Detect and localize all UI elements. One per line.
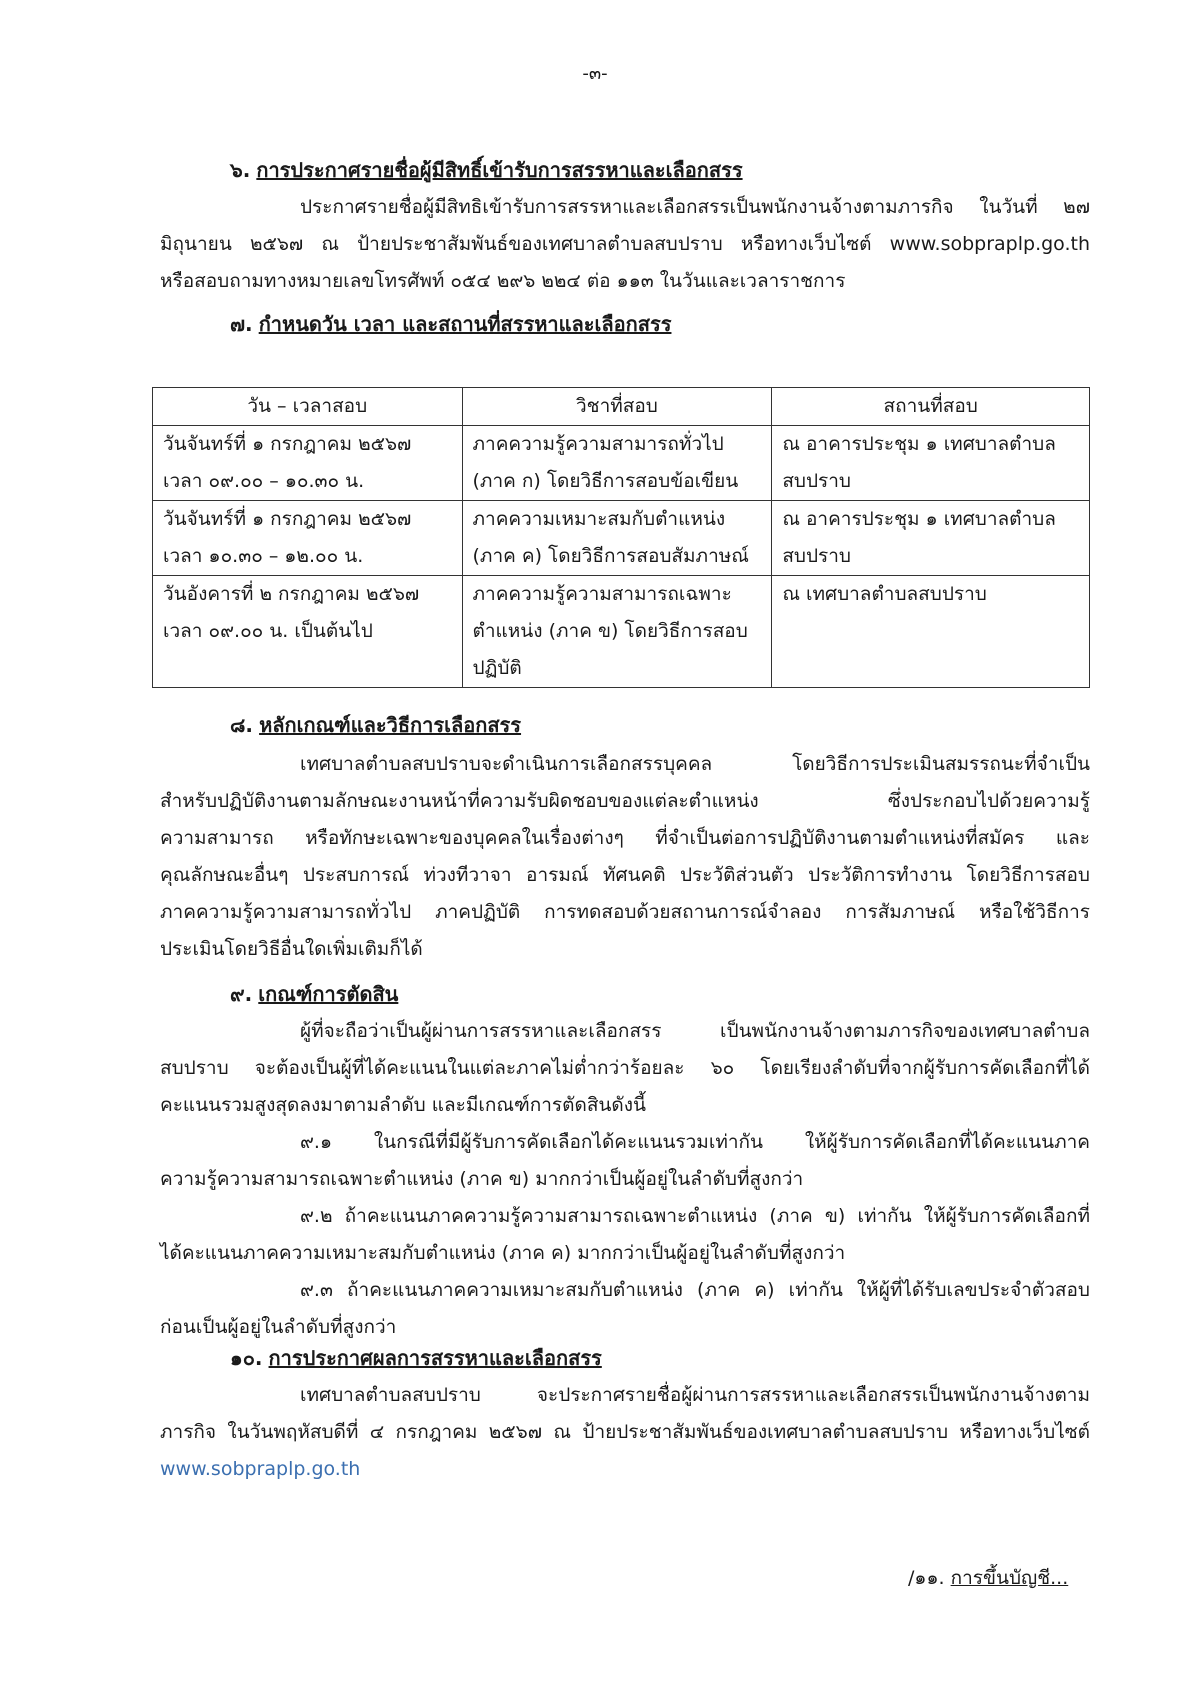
criterion-9-3: ๙.๓ ถ้าคะแนนภาคความเหมาะสมกับตำแหน่ง (ภาค ค) เท่ากัน ให้ผู้ที่ได้รับเลขประจำตัวสอบ (300, 1279, 1090, 1301)
table-header-row (153, 388, 1090, 426)
place-cell: ณ อาคารประชุม ๑ เทศบาลตำบล สบปราบ (772, 426, 1090, 501)
place-cell: ณ เทศบาลตำบลสบปราบ (772, 576, 1090, 688)
place-cell: ณ อาคารประชุม ๑ เทศบาลตำบล สบปราบ (772, 501, 1090, 576)
date-cell: วันจันทร์ที่ ๑ กรกฎาคม ๒๕๖๗ เวลา ๐๙.๐๐ – ๑๐.๓๐ น. (153, 426, 463, 501)
table-row (153, 576, 1090, 688)
page-number: -๓- (582, 63, 608, 84)
section-6-heading: ๖. การประกาศรายชื่อผู้มีสิทธิ์เข้ารับการสรรหาและเลือกสรร (230, 158, 743, 182)
criterion-9-1: ๙.๑ ในกรณีที่มีผู้รับการคัดเลือกได้คะแนนรวมเท่ากัน ให้ผู้รับการคัดเลือกที่ได้คะแนนภาค (300, 1131, 1090, 1153)
table-row (153, 426, 1090, 501)
section-9-body: ผู้ที่จะถือว่าเป็นผู้ผ่านการสรรหาและเลือกสรร เป็นพนักงานจ้างตามภารกิจของเทศบาลตำบล สบปราบ จะต้องเป็นผู้ที่ได้คะแนนในแต่ละภาคไม่ต่ำกว่าร้อยละ ๖๐ โดยเรียงลำดับที่จากผู้รับการคัดเลือกที่ได้ คะแนนรวมสูงสุดลงมาตามลำดับ และมีเกณฑ์การตัดสินดังนี้ ๙.๑ ในกรณีที่มีผู้รับการคัดเลือกได้คะแนนรวมเท่ากัน ให้ผู้รับการคัดเลือกที่ได้คะแนนภาค ความรู้ความสามารถเฉพาะตำแหน่ง (ภาค ข) มากกว่าเป็นผู้อยู่ในลำดับที่สูงกว่า ๙.๒ ถ้าคะแนนภาคความรู้ความสามารถเฉพาะตำแหน่ง (ภาค ข) เท่ากัน ให้ผู้รับการคัดเลือกที่ ได้คะแนนภาคความเหมาะสมกับตำแหน่ง (ภาค ค) มากกว่าเป็นผู้อยู่ในลำดับที่สูงกว่า ๙.๓ ถ้าคะแนนภาคความเหมาะสมกับตำแหน่ง (ภาค ค) เท่ากัน ให้ผู้ที่ได้รับเลขประจำตัวสอบ ก่อนเป็นผู้อยู่ในลำดับที่สูงกว่า (160, 1020, 1090, 1338)
continuation-footer: /๑๑. การขึ้นบัญชี... (908, 1567, 1069, 1589)
section-6-body: ประกาศรายชื่อผู้มีสิทธิเข้ารับการสรรหาและเลือกสรรเป็นพนักงานจ้างตามภารกิจ ในวันที่ ๒๗ มิถุนายน ๒๕๖๗ ณ ป้ายประชาสัมพันธ์ของเทศบาลตำบลสบปราบ หรือทางเว็บไซต์ www.sobpraplp.go.th หรือสอบถามทางหมายเลขโทรศัพท์ ๐๕๔ ๒๙๖ ๒๒๔ ต่อ ๑๑๓ ในวันและเวลาราชการ (160, 196, 1090, 292)
section-8-body: เทศบาลตำบลสบปราบจะดำเนินการเลือกสรรบุคคล โดยวิธีการประเมินสมรรถนะที่จำเป็น สำหรับปฏิบัติงานตามลักษณะงานหน้าที่ความรับผิดชอบของแต่ละตำแหน่ง ซึ่งประกอบไปด้วยความรู้ ความสามารถ หรือทักษะเฉพาะของบุคคลในเรื่องต่างๆ ที่จำเป็นต่อการปฏิบัติงานตามตำแหน่งที่สมัคร และ คุณลักษณะอื่นๆ ประสบการณ์ ท่วงทีวาจา อารมณ์ ทัศนคติ ประวัติส่วนตัว ประวัติการทำงาน โดยวิธีการสอบ ภาคความรู้ความสามารถทั่วไป ภาคปฏิบัติ การทดสอบด้วยสถานการณ์จำลอง การสัมภาษณ์ หรือใช้วิธีการ ประเมินโดยวิธีอื่นใดเพิ่มเติมก็ได้ (160, 753, 1090, 960)
date-cell: วันจันทร์ที่ ๑ กรกฎาคม ๒๕๖๗ เวลา ๑๐.๓๐ – ๑๒.๐๐ น. (153, 501, 463, 576)
subject-cell: ภาคความเหมาะสมกับตำแหน่ง (ภาค ค) โดยวิธีการสอบสัมภาษณ์ (462, 501, 772, 576)
section-7-heading: ๗. กำหนดวัน เวลา และสถานที่สรรหาและเลือกสรร (230, 312, 672, 336)
date-cell: วันอังคารที่ ๒ กรกฎาคม ๒๕๖๗ เวลา ๐๙.๐๐ น. เป็นต้นไป (153, 576, 463, 688)
exam-schedule-table (152, 387, 1090, 688)
subject-cell: ภาคความรู้ความสามารถเฉพาะ ตำแหน่ง (ภาค ข) โดยวิธีการสอบ ปฏิบัติ (462, 576, 772, 688)
column-header: วิชาที่สอบ (462, 388, 772, 426)
subject-cell: ภาคความรู้ความสามารถทั่วไป (ภาค ก) โดยวิธีการสอบข้อเขียน (462, 426, 772, 501)
website-link[interactable]: www.sobpraplp.go.th (160, 1458, 361, 1480)
section-9-heading: ๙. เกณฑ์การตัดสิน (230, 982, 399, 1006)
section-8-heading: ๘. หลักเกณฑ์และวิธีการเลือกสรร (230, 713, 522, 737)
criterion-9-2: ๙.๒ ถ้าคะแนนภาคความรู้ความสามารถเฉพาะตำแหน่ง (ภาค ข) เท่ากัน ให้ผู้รับการคัดเลือกที่ (300, 1205, 1090, 1227)
column-header: วัน – เวลาสอบ (153, 388, 463, 426)
table-row (153, 501, 1090, 576)
section-10-body: เทศบาลตำบลสบปราบ จะประกาศรายชื่อผู้ผ่านการสรรหาและเลือกสรรเป็นพนักงานจ้างตาม ภารกิจ ในวันพฤหัสบดีที่ ๔ กรกฎาคม ๒๕๖๗ ณ ป้ายประชาสัมพันธ์ของเทศบาลตำบลสบปราบ หรือทางเว็บไซต์ www.sobpraplp.go.th (160, 1384, 1090, 1480)
column-header: สถานที่สอบ (772, 388, 1090, 426)
section-10-heading: ๑๐. การประกาศผลการสรรหาและเลือกสรร (230, 1346, 602, 1370)
